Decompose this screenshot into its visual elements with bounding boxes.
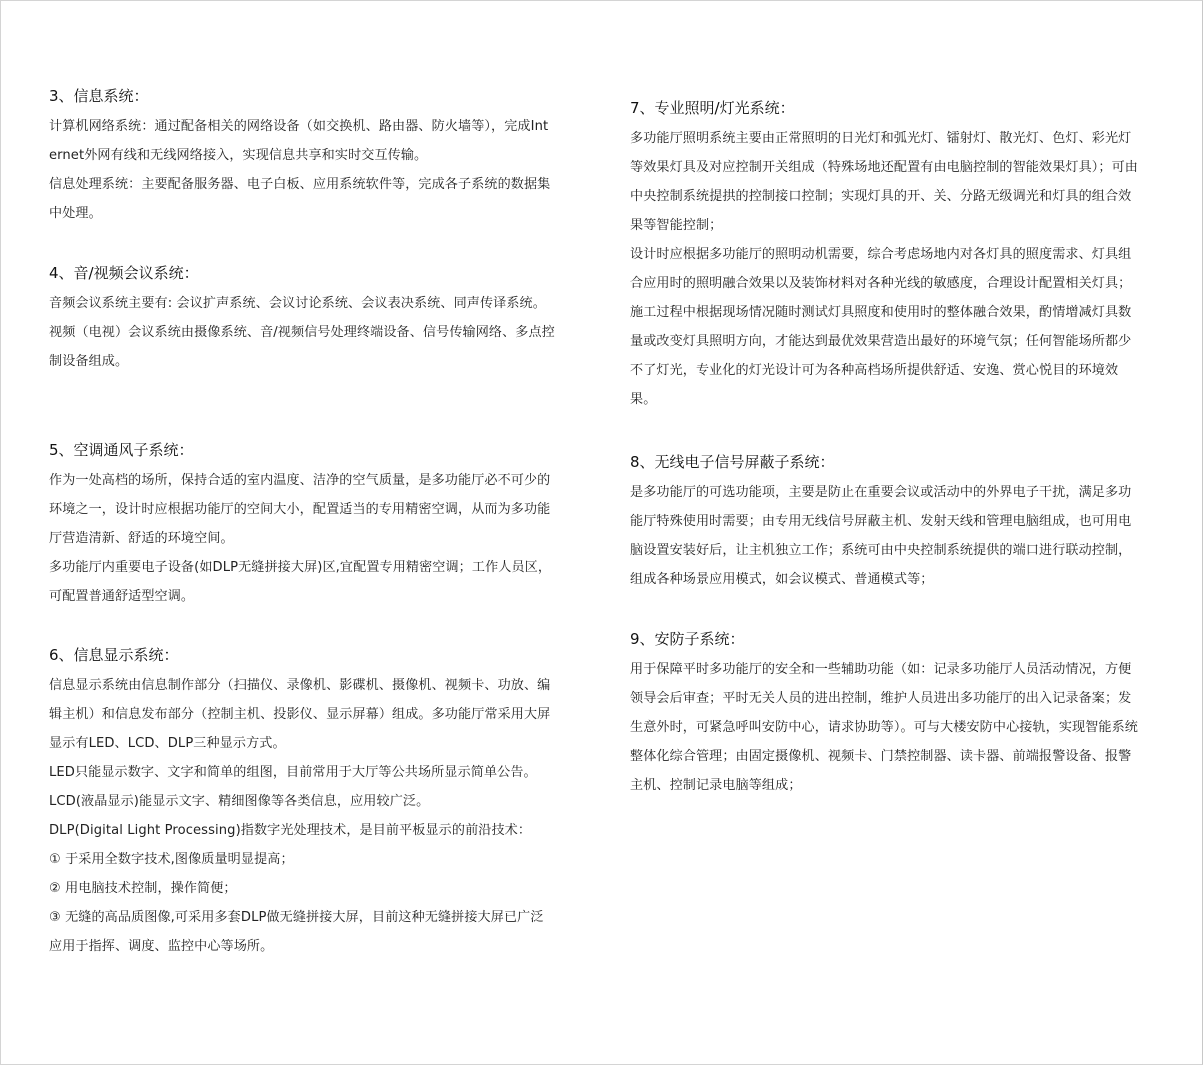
paragraph: 作为一处高档的场所，保持合适的室内温度、洁净的空气质量，是多功能厅必不可少的环境之一，设计时应根据功能厅的空间大小，配置适当的专用精密空调，从而为多功能厅营造清新、舒适的环境空间。 bbox=[49, 473, 551, 546]
list-item: ② 用电脑技术控制，操作简便； bbox=[49, 881, 237, 896]
section-av-conference-system bbox=[49, 262, 564, 376]
paragraph: 信息处理系统：主要配备服务器、电子白板、应用系统软件等，完成各子系统的数据集中处理。 bbox=[49, 177, 551, 221]
paragraph: LCD(液晶显示)能显示文字、精细图像等各类信息，应用较广泛。 bbox=[49, 794, 430, 809]
section-display-system bbox=[49, 644, 564, 961]
paragraph: 信息显示系统由信息制作部分（扫描仪、录像机、影碟机、摄像机、视频卡、功放、编辑主机）和信息发布部分（控制主机、投影仪、显示屏幕）组成。多功能厅常采用大屏显示有LED、LCD、DLP三种显示方式。 bbox=[49, 678, 551, 751]
section-lighting-system bbox=[630, 97, 1140, 414]
section-heading: 6、信息显示系统： bbox=[49, 646, 179, 664]
paragraph: 是多功能厅的可选功能项，主要是防止在重要会议或活动中的外界电子干扰，满足多功能厅特殊使用时需要；由专用无线信号屏蔽主机、发射天线和管理电脑组成，也可用电脑设置安装好后，让主机独立工作；系统可由中央控制系统提供的端口进行联动控制，组成各种场景应用模式，如会议模式、普通模式等； bbox=[630, 485, 1132, 587]
paragraph: 用于保障平时多功能厅的安全和一些辅助功能（如：记录多功能厅人员活动情况，方便领导会后审查；平时无关人员的进出控制，维护人员进出多功能厅的出入记录备案；发生意外时，可紧急呼叫安防中心，请求协助等）。可与大楼安防中心接轨，实现智能系统整体化综合管理；由固定摄像机、视频卡、门禁控制器、读卡器、前端报警设备、报警主机、控制记录电脑等组成； bbox=[630, 662, 1139, 793]
section-hvac-system bbox=[49, 439, 564, 611]
paragraph: LED只能显示数字、文字和简单的组图，目前常用于大厅等公共场所显示简单公告。 bbox=[49, 765, 537, 780]
section-heading: 3、信息系统： bbox=[49, 87, 149, 105]
section-security-system bbox=[630, 628, 1140, 800]
paragraph: 多功能厅照明系统主要由正常照明的日光灯和弧光灯、镭射灯、散光灯、色灯、彩光灯等效果灯具及对应控制开关组成（特殊场地还配置有由电脑控制的智能效果灯具）；可由中央控制系统提拱的控制接口控制；实现灯具的开、关、分路无级调光和灯具的组合效果等智能控制； bbox=[630, 131, 1139, 233]
section-information-system bbox=[49, 85, 564, 228]
section-signal-shielding-system bbox=[630, 451, 1140, 594]
section-heading: 7、专业照明/灯光系统： bbox=[630, 99, 795, 117]
list-item: ① 于采用全数字技术,图像质量明显提高； bbox=[49, 852, 294, 867]
paragraph: 视频（电视）会议系统由摄像系统、音/视频信号处理终端设备、信号传输网络、多点控制设备组成。 bbox=[49, 325, 555, 369]
paragraph: 计算机网络系统：通过配备相关的网络设备（如交换机、路由器、防火墙等），完成Internet外网有线和无线网络接入，实现信息共享和实时交互传输。 bbox=[49, 119, 549, 163]
paragraph: DLP(Digital Light Processing)指数字光处理技术，是目前平板显示的前沿技术： bbox=[49, 823, 532, 838]
section-heading: 4、音/视频会议系统： bbox=[49, 264, 199, 282]
paragraph: 设计时应根据多功能厅的照明动机需要，综合考虑场地内对各灯具的照度需求、灯具组合应用时的照明融合效果以及装饰材料对各种光线的敏感度，合理设计配置相关灯具；施工过程中根据现场情况随时测试灯具照度和使用时的整体融合效果，酌情增减灯具数量或改变灯具照明方向，才能达到最优效果营造出最好的环境气氛；任何智能场所都少不了灯光，专业化的灯光设计可为各种高档场所提供舒适、安逸、赏心悦目的环境效果。 bbox=[630, 247, 1132, 407]
section-heading: 9、安防子系统： bbox=[630, 630, 745, 648]
paragraph: 多功能厅内重要电子设备(如DLP无缝拼接大屏)区,宜配置专用精密空调；工作人员区，可配置普通舒适型空调。 bbox=[49, 560, 552, 604]
section-heading: 8、无线电子信号屏蔽子系统： bbox=[630, 453, 835, 471]
paragraph: 音频会议系统主要有: 会议扩声系统、会议讨论系统、会议表决系统、同声传译系统。 bbox=[49, 296, 546, 311]
list-item: ③ 无缝的高品质图像,可采用多套DLP做无缝拼接大屏，目前这种无缝拼接大屏已广泛应用于指挥、调度、监控中心等场所。 bbox=[49, 910, 544, 954]
section-heading: 5、空调通风子系统： bbox=[49, 441, 194, 459]
